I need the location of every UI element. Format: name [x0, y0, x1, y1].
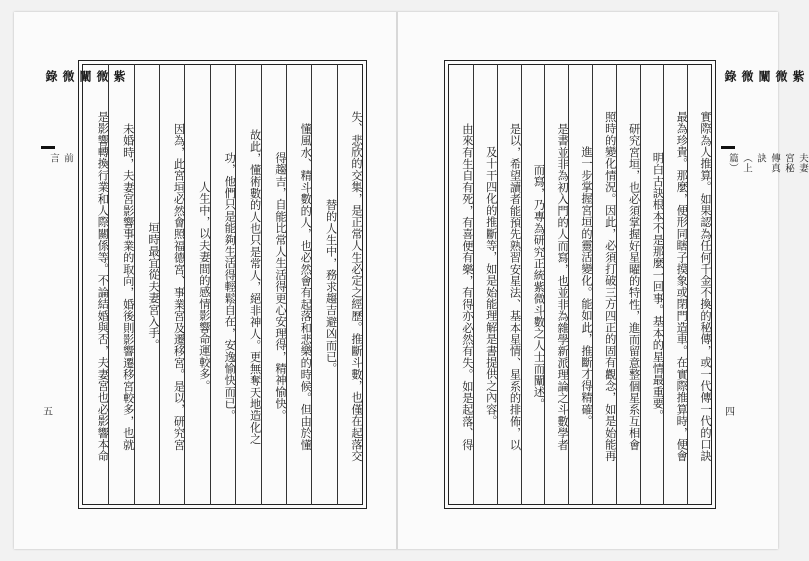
text-line: 人生中，以夫妻間的感情影響命運較多。	[197, 181, 211, 392]
text-line: 最為珍貴。那麼，便形同瞎子摸象或閉門造車。在實際推算時，便會	[675, 111, 689, 462]
text-line: 未婚時，夫妻宮影響事業的取向，婚後則影響遷移宮較多，也就	[121, 122, 135, 451]
text-column	[663, 64, 687, 505]
right-head-bar	[721, 146, 735, 149]
right-text-frame	[444, 60, 716, 509]
left-chapter-head	[46, 153, 74, 163]
text-column	[184, 64, 209, 505]
text-column	[640, 64, 664, 505]
text-line: 是書並非為初入門的人而寫，也並非為雜學新派理論之斗數學者	[556, 122, 570, 451]
text-line: 是影響轉換行業和人際關係等。不論結婚與否，夫妻宮也必影響本命	[96, 111, 110, 462]
text-column	[83, 64, 108, 505]
right-running-head	[722, 70, 807, 83]
text-column	[544, 64, 568, 505]
text-line: 而寫，乃專為研究正統紫微斗數之人士而闡述。	[532, 163, 546, 410]
text-column	[449, 64, 473, 505]
text-column	[497, 64, 521, 505]
text-column	[568, 64, 592, 505]
text-line: 失、悲欣的交集，是正常人生必定之經歷。推斷斗數，也僅在起落交	[350, 111, 363, 462]
text-line: 實際為人推算。如果認為任何千金不換的秘傳，或一代傳一代的口訣	[699, 111, 712, 462]
right-text-columns	[449, 64, 711, 505]
text-column	[159, 64, 184, 505]
text-line: 懂風水、精斗數的人，也必然會有起落和悲樂的時候。但由於懂	[299, 122, 313, 451]
left-book-title: 紫微闡微錄	[44, 70, 126, 83]
text-column	[134, 64, 159, 505]
right-book-title: 紫微闡微錄	[723, 70, 805, 83]
left-chapter-title: 前言	[48, 153, 73, 163]
text-line: 明白古訣根本不是那麼一回事。基本的星情最重要。	[651, 151, 665, 422]
text-column	[108, 64, 133, 505]
right-page-number: 四	[725, 407, 735, 418]
text-line: 照時的變化情況。因此，必須打破三方四正的固有觀念，如是始能再	[603, 111, 617, 462]
text-column	[592, 64, 616, 505]
left-text-frame	[78, 60, 367, 509]
text-line: 垣時最宜從夫妻宮入手。	[147, 222, 161, 351]
book-gutter	[396, 12, 398, 549]
text-column	[286, 64, 311, 505]
left-text-columns	[83, 64, 362, 505]
text-line: 是以，希望讀者能預先熟習安星法、基本星情、星系的排佈，以	[508, 122, 522, 451]
text-column	[473, 64, 497, 505]
text-column	[616, 64, 640, 505]
text-column	[521, 64, 545, 505]
text-column	[337, 64, 362, 505]
text-line: 研究宮垣，也必須掌握好星曜的特性，進而留意整個星系互相會	[627, 122, 641, 451]
text-line: 因為，此宮垣必然會照福德宮、事業宮及遷移宮。是以，研究宮	[172, 122, 186, 451]
text-line: 功，他們只是能夠生活得輕鬆自在，安逸愉快而已。	[223, 151, 237, 422]
text-line: 得趨吉，自能比常人生活得更心安理得，精神愉快。	[273, 151, 287, 422]
right-chapter-head	[725, 153, 809, 173]
left-page-number: 五	[43, 407, 53, 418]
right-chapter-title: 夫妻宮秘傳真訣（上篇）	[727, 153, 808, 173]
text-column	[261, 64, 286, 505]
text-column	[210, 64, 235, 505]
left-head-bar	[41, 146, 55, 149]
text-line: 進一步掌握宮垣的靈活變化。能如此，推斷才得精確。	[579, 146, 593, 427]
text-column	[687, 64, 711, 505]
text-column	[311, 64, 336, 505]
text-line: 替的人生中，務求趨吉避凶而已。	[324, 198, 338, 375]
text-line: 由來有生自有死，有喜便有樂，有得亦必然有失。如是起落、得	[460, 122, 474, 451]
text-column	[235, 64, 260, 505]
text-line: 及十干四化的推斷等，如是始能理解是書提供之內容。	[484, 146, 498, 427]
text-line: 故此，懂術數的人也只是常人，絕非神人。更無奪天地造化之	[248, 128, 262, 445]
